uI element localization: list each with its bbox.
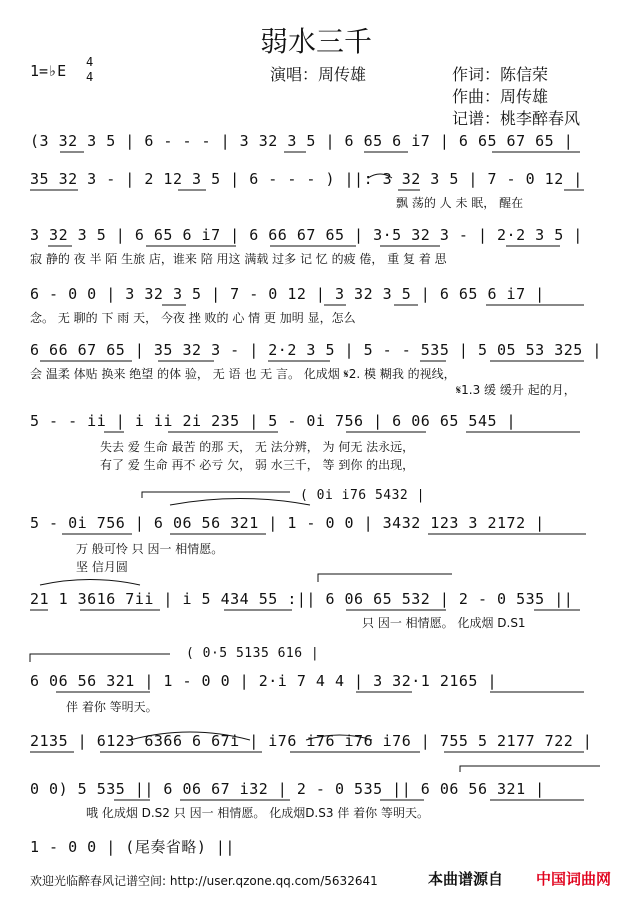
tie-5 <box>306 735 372 740</box>
lyrics-row-6-a: 失去 爱 生命 最苦 的那 天， 无 法分辨， 为 何无 法永远， <box>100 440 415 454</box>
transcriber-credit: 记谱：桃李醉春风 <box>452 109 581 128</box>
footer-credit: 欢迎光临醉春风记谱空间: http://user.qzone.qq.com/5632641 <box>30 874 378 888</box>
score-row-1: (3 32 3 5 | 6 - - - | 3 32 3 5 | 6 65 6 i7 | 6 65 67 65 | <box>30 132 574 150</box>
score-row-9: 6 06 56 321 | 1 - 0 0 | 2·i 7 4 4 | 3 32·1 2165 | <box>30 672 498 690</box>
tie-1 <box>368 174 392 178</box>
score-row-4: 6 - 0 0 | 3 32 3 5 | 7 - 0 12 | 3 32 3 5 | 6 65 6 i7 | <box>30 285 545 303</box>
score-row-11: 0 0) 5 535 || 6 06 67 i32 | 2 - 0 535 || 6 06 56 321 | <box>30 780 545 798</box>
lyrics-row-11: 哦 化成烟 D.S2 只 因一 相情愿。 化成烟D.S3 伴 着你 等明天。 <box>86 806 429 820</box>
score-row-10: 2135 | 6123 6366 6 67i | i76 i76 i76 i76 | 755 5 2177 722 | <box>30 732 593 750</box>
lyrics-row-5: 会 温柔 体贴 换来 绝望 的体 验， 无 语 也 无 言。 化成烟 𝄋2. 模 糊我 的视线， <box>30 367 456 381</box>
volta-bracket-2 <box>318 574 452 582</box>
lyrics-row-7-a: 万 般可怜 只 因一 相情愿。 <box>76 542 224 556</box>
singer-credit: 演唱：周传雄 <box>270 65 367 84</box>
score-row-6: 5 - - ii | i ii 2i 235 | 5 - 0i 756 | 6 06 65 545 | <box>30 412 517 430</box>
score-row-5: 6 66 67 65 | 35 32 3 - | 2·2 3 5 | 5 - - 535 | 5 05 53 325 | <box>30 341 602 359</box>
score-row-2: 35 32 3 - | 2 12 3 5 | 6 - - - ) ||: 3 32 3 5 | 7 - 0 12 | <box>30 170 583 188</box>
time-signature-top: 4 <box>86 55 94 69</box>
lyrics-row-2: 飘 荡的 人 未 眠， 醒在 <box>396 196 524 210</box>
score-row-9-above: ( 0·5 5135 616 | <box>186 646 320 661</box>
lyrics-row-3: 寂 静的 夜 半 陌 生旅 店，谁来 陪 用这 满载 过多 记 忆 的疲 倦， 重 复 着 思 <box>30 252 447 266</box>
tie-3 <box>40 580 140 586</box>
score-row-7-above: ( 0i i76 5432 | <box>300 488 425 503</box>
score-row-12: 1 - 0 0 | (尾奏省略) || <box>30 838 235 856</box>
score-row-3: 3 32 3 5 | 6 65 6 i7 | 6 66 67 65 | 3·5 32 3 - | 2·2 3 5 | <box>30 226 583 244</box>
lyrics-row-8: 只 因一 相情愿。 化成烟 D.S1 <box>362 616 526 630</box>
tie-4 <box>130 732 250 740</box>
lyrics-row-5-b: 𝄋1.3 缓 缓升 起的月， <box>456 383 576 397</box>
volta-bracket-1 <box>142 492 290 498</box>
time-signature-bottom: 4 <box>86 70 94 84</box>
score-row-8: 21 1 3616 7ii | i 5 434 55 :|| 6 06 65 532 | 2 - 0 535 || <box>30 590 574 608</box>
composer-credit: 作曲：周传雄 <box>452 87 549 106</box>
footer-site-brand: 中国词曲网 <box>536 870 612 888</box>
lyrics-row-9: 伴 着你 等明天。 <box>66 700 158 714</box>
volta-bracket-4 <box>460 766 600 772</box>
tie-2 <box>170 499 310 506</box>
footer-source: 本曲谱源自 <box>428 870 504 888</box>
lyrics-row-7-b: 坚 信月圆 <box>76 560 128 574</box>
lyricist-credit: 作词：陈信荣 <box>452 65 549 84</box>
key-signature: 1=♭E <box>30 62 67 80</box>
lyrics-row-4: 念。 无 聊的 下 雨 天， 今夜 挫 败的 心 情 更 加明 显，怎么 <box>30 311 356 325</box>
lyrics-row-6-b: 有了 爱 生命 再不 必亏 欠， 弱 水三千， 等 到你 的出现， <box>100 458 415 472</box>
volta-bracket-3 <box>30 654 170 662</box>
score-row-7: 5 - 0i 756 | 6 06 56 321 | 1 - 0 0 | 3432 123 3 2172 | <box>30 514 545 532</box>
song-title: 弱水三千 <box>259 25 372 58</box>
